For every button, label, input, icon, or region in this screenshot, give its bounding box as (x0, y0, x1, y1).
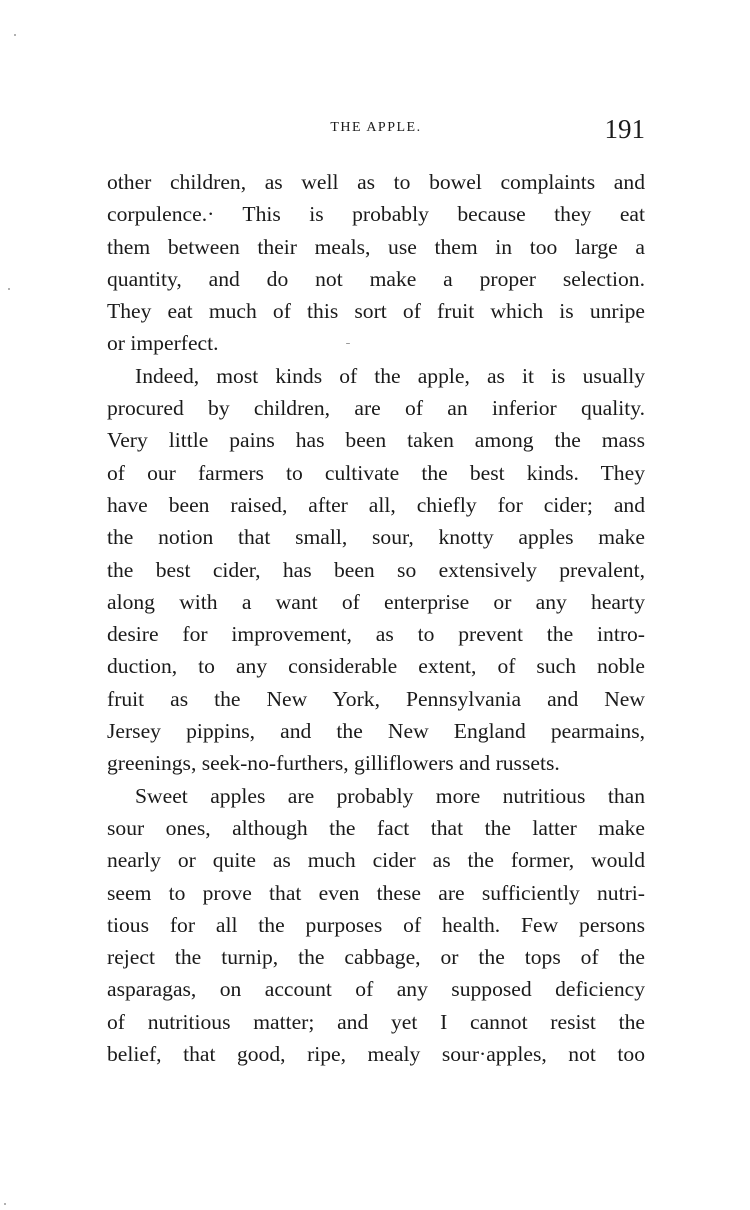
text-line: the best cider, has been so extensively prevalent, (107, 557, 645, 582)
text-line: reject the turnip, the cabbage, or the tops of the (107, 945, 645, 970)
text-line: procured by children, are of an inferior quality. (107, 396, 645, 421)
text-line: of our farmers to cultivate the best kinds. They (107, 460, 645, 485)
text-line: greenings, seek-no-furthers, gilliflowers and russets. (107, 751, 560, 776)
text-line: nearly or quite as much cider as the former, would (107, 848, 645, 873)
text-line: them between their meals, use them in too large a (107, 234, 645, 259)
text-line: corpulence.· This is probably because they eat (107, 202, 645, 227)
text-line: Jersey pippins, and the New England pearmains, (107, 719, 645, 744)
text-line: fruit as the New York, Pennsylvania and New (107, 686, 645, 711)
paragraph (107, 360, 645, 780)
text-line: other children, as well as to bowel complaints and (107, 170, 645, 194)
text-line: sour ones, although the fact that the latter make (107, 815, 645, 840)
text-line: quantity, and do not make a proper selection. (107, 266, 645, 291)
text-line: belief, that good, ripe, mealy sour·apples, not too (107, 1042, 645, 1067)
text-line: seem to prove that even these are sufficiently nutri- (107, 880, 645, 905)
text-line: duction, to any considerable extent, of such noble (107, 654, 645, 679)
paper-speck (8, 288, 10, 290)
text-line: of nutritious matter; and yet I cannot resist the (107, 1009, 645, 1034)
text-line: along with a want of enterprise or any hearty (107, 589, 645, 614)
paragraph (107, 166, 645, 360)
text-line: asparagas, on account of any supposed deficiency (107, 977, 645, 1002)
text-line: Sweet apples are probably more nutritious than (135, 783, 645, 808)
page-number: 191 (604, 114, 645, 144)
body-text (107, 166, 645, 1070)
running-title: THE APPLE. (330, 120, 422, 135)
text-line: have been raised, after all, chiefly for cider; and (107, 492, 645, 517)
text-line: desire for improvement, as to prevent the intro- (107, 622, 645, 647)
running-head (107, 112, 645, 146)
text-line: Very little pains has been taken among the mass (107, 428, 645, 453)
text-line: They eat much of this sort of fruit which is unripe (107, 299, 645, 324)
paragraph (107, 780, 645, 1071)
text-line: Indeed, most kinds of the apple, as it is usually (135, 363, 645, 388)
paper-speck (4, 1203, 6, 1205)
text-line: or imperfect. (107, 331, 219, 356)
paper-speck (14, 34, 16, 36)
text-line: the notion that small, sour, knotty apples make (107, 525, 645, 550)
text-line: tious for all the purposes of health. Few persons (107, 912, 645, 937)
